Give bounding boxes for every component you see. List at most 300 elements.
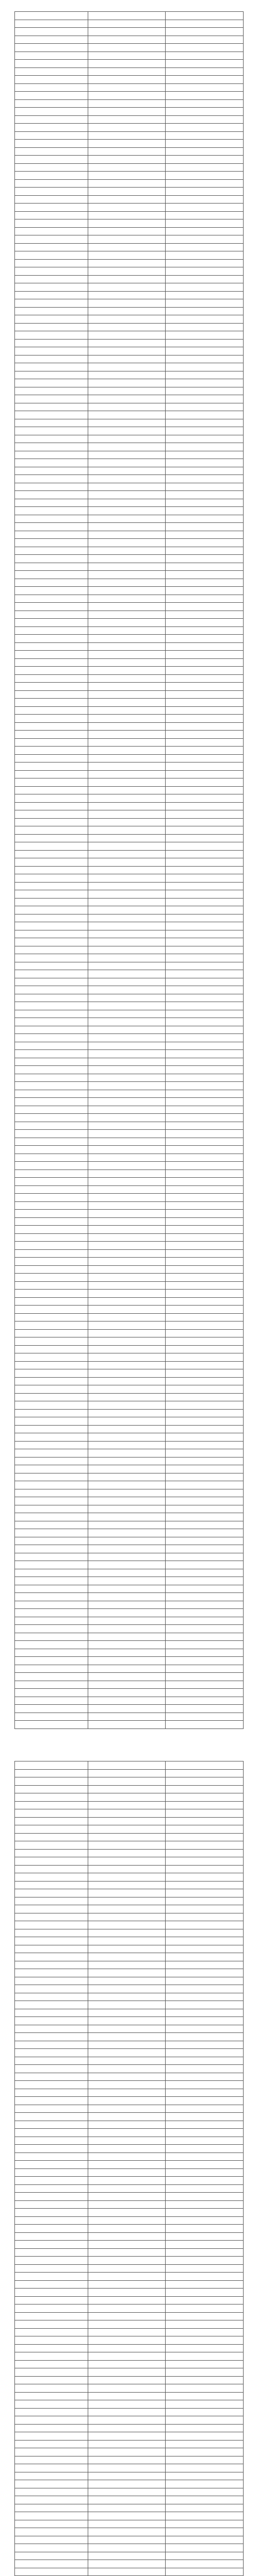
table-cell bbox=[88, 651, 166, 659]
table-cell bbox=[15, 2328, 88, 2336]
table-row bbox=[15, 1793, 244, 1802]
table-cell bbox=[166, 2344, 244, 2352]
table-cell bbox=[88, 1210, 166, 1218]
table-row bbox=[15, 1281, 244, 1290]
table-cell bbox=[15, 1138, 88, 1146]
table-cell bbox=[15, 1513, 88, 1521]
table-cell bbox=[166, 2089, 244, 2097]
table-cell bbox=[88, 1521, 166, 1529]
table-cell bbox=[166, 227, 244, 235]
table-cell bbox=[88, 52, 166, 60]
table-cell bbox=[15, 555, 88, 563]
table-cell bbox=[88, 882, 166, 890]
table-cell bbox=[166, 1313, 244, 1321]
table-row bbox=[15, 898, 244, 906]
table-cell bbox=[88, 2512, 166, 2520]
table-cell bbox=[166, 2168, 244, 2177]
table-cell bbox=[88, 1769, 166, 1777]
table-cell bbox=[166, 2400, 244, 2409]
table-cell bbox=[166, 243, 244, 251]
table-cell bbox=[166, 2432, 244, 2441]
table-row bbox=[15, 1769, 244, 1777]
table-row bbox=[15, 1074, 244, 1082]
table-cell bbox=[166, 259, 244, 267]
table-cell bbox=[166, 2145, 244, 2153]
table-cell bbox=[166, 1074, 244, 1082]
table-cell bbox=[88, 2520, 166, 2528]
table-row bbox=[15, 826, 244, 835]
table-cell bbox=[88, 1489, 166, 1497]
table-cell bbox=[166, 1401, 244, 1410]
table-cell bbox=[15, 826, 88, 835]
table-cell bbox=[88, 1705, 166, 1713]
table-row bbox=[15, 2232, 244, 2241]
table-cell bbox=[15, 2289, 88, 2297]
table-cell bbox=[88, 531, 166, 539]
table-cell bbox=[166, 1106, 244, 1114]
table-row bbox=[15, 1345, 244, 1353]
table-cell bbox=[15, 2193, 88, 2201]
table-cell bbox=[15, 2496, 88, 2504]
table-cell bbox=[15, 810, 88, 819]
table-row bbox=[15, 2009, 244, 2017]
table-cell bbox=[15, 1385, 88, 1394]
table-row bbox=[15, 731, 244, 739]
table-cell bbox=[88, 2536, 166, 2544]
table-cell bbox=[88, 115, 166, 124]
table-cell bbox=[166, 1945, 244, 1953]
table-cell bbox=[88, 1529, 166, 1537]
table-cell bbox=[88, 467, 166, 475]
table-cell bbox=[15, 778, 88, 787]
table-cell bbox=[15, 1977, 88, 1985]
table-cell bbox=[88, 1114, 166, 1122]
table-cell bbox=[15, 459, 88, 467]
table-cell bbox=[88, 147, 166, 156]
table-row bbox=[15, 355, 244, 363]
table-row bbox=[15, 227, 244, 235]
table-cell bbox=[15, 195, 88, 204]
table-cell bbox=[15, 658, 88, 667]
table-row bbox=[15, 140, 244, 148]
table-row bbox=[15, 2536, 244, 2544]
table-cell bbox=[88, 140, 166, 148]
table-cell bbox=[166, 2368, 244, 2377]
table-cell bbox=[166, 83, 244, 92]
table-cell bbox=[88, 283, 166, 292]
table-cell bbox=[88, 1122, 166, 1130]
table-cell bbox=[15, 2376, 88, 2384]
table-cell bbox=[15, 395, 88, 403]
table-row bbox=[15, 2560, 244, 2568]
table-cell bbox=[15, 2344, 88, 2352]
table-cell bbox=[15, 1002, 88, 1010]
table-cell bbox=[15, 1050, 88, 1058]
table-cell bbox=[15, 2121, 88, 2129]
table-cell bbox=[166, 483, 244, 491]
table-row bbox=[15, 906, 244, 914]
table-cell bbox=[88, 1082, 166, 1090]
table-cell bbox=[88, 323, 166, 331]
table-cell bbox=[88, 1561, 166, 1569]
table-cell bbox=[15, 898, 88, 906]
table-cell bbox=[15, 2320, 88, 2329]
table-cell bbox=[166, 2184, 244, 2193]
table-cell bbox=[166, 2137, 244, 2145]
table-cell bbox=[166, 1393, 244, 1401]
table-row bbox=[15, 778, 244, 787]
table-row bbox=[15, 986, 244, 994]
table-row bbox=[15, 2456, 244, 2464]
table-row bbox=[15, 411, 244, 419]
table-cell bbox=[166, 2496, 244, 2504]
table-cell bbox=[88, 179, 166, 188]
table-cell bbox=[15, 2177, 88, 2185]
table-row bbox=[15, 1066, 244, 1074]
table-cell bbox=[88, 83, 166, 92]
table-cell bbox=[15, 20, 88, 28]
table-cell bbox=[15, 970, 88, 978]
table-cell bbox=[15, 227, 88, 235]
table-row bbox=[15, 1849, 244, 1857]
table-cell bbox=[88, 1385, 166, 1394]
table-cell bbox=[88, 683, 166, 691]
table-row bbox=[15, 938, 244, 946]
table-cell bbox=[166, 1130, 244, 1138]
table-cell bbox=[166, 1921, 244, 1929]
table-cell bbox=[88, 2312, 166, 2320]
table-cell bbox=[15, 1457, 88, 1465]
table-cell bbox=[15, 2512, 88, 2520]
table-row bbox=[15, 1697, 244, 1705]
table-cell bbox=[15, 1265, 88, 1274]
table-cell bbox=[15, 1281, 88, 1290]
table-cell bbox=[15, 2424, 88, 2432]
table-cell bbox=[15, 163, 88, 172]
table-cell bbox=[166, 1353, 244, 1362]
table-cell bbox=[88, 1010, 166, 1018]
table-row bbox=[15, 2400, 244, 2409]
table-cell bbox=[166, 2472, 244, 2480]
table-cell bbox=[88, 603, 166, 611]
table-cell bbox=[166, 1297, 244, 1306]
table-row bbox=[15, 395, 244, 403]
table-cell bbox=[166, 579, 244, 587]
table-cell bbox=[88, 690, 166, 699]
table-row bbox=[15, 323, 244, 331]
table-cell bbox=[166, 642, 244, 651]
table-cell bbox=[166, 1249, 244, 1258]
table-cell bbox=[166, 1873, 244, 1882]
table-cell bbox=[88, 914, 166, 922]
table-cell bbox=[88, 331, 166, 340]
table-row bbox=[15, 315, 244, 324]
table-cell bbox=[166, 1010, 244, 1018]
table-body-2 bbox=[15, 1769, 244, 2576]
table-row bbox=[15, 1329, 244, 1337]
table-cell bbox=[15, 1561, 88, 1569]
table-row bbox=[15, 2432, 244, 2441]
table-cell bbox=[88, 1457, 166, 1465]
table-cell bbox=[166, 99, 244, 108]
table-cell bbox=[88, 459, 166, 467]
table-row bbox=[15, 1937, 244, 1945]
table-cell bbox=[88, 1777, 166, 1786]
table-row bbox=[15, 275, 244, 283]
table-cell bbox=[166, 2257, 244, 2265]
table-cell bbox=[88, 172, 166, 180]
table-cell bbox=[166, 1265, 244, 1274]
table-cell bbox=[166, 866, 244, 874]
table-cell bbox=[166, 770, 244, 778]
table-cell bbox=[88, 67, 166, 76]
table-cell bbox=[15, 2416, 88, 2425]
table-cell bbox=[88, 762, 166, 771]
table-cell bbox=[166, 699, 244, 707]
table-cell bbox=[166, 1066, 244, 1074]
table-row bbox=[15, 2504, 244, 2512]
table-cell bbox=[15, 1769, 88, 1777]
table-cell bbox=[88, 2464, 166, 2472]
table-cell bbox=[166, 387, 244, 395]
table-row bbox=[15, 1226, 244, 1234]
table-cell bbox=[15, 403, 88, 411]
table-row bbox=[15, 1785, 244, 1793]
table-row bbox=[15, 1162, 244, 1170]
table-cell bbox=[88, 1849, 166, 1857]
table-cell bbox=[88, 2209, 166, 2217]
table-cell bbox=[166, 2097, 244, 2105]
table-cell bbox=[166, 2129, 244, 2137]
table-cell bbox=[15, 1841, 88, 1850]
table-cell bbox=[88, 1249, 166, 1258]
table-cell bbox=[88, 1425, 166, 1433]
table-cell bbox=[88, 890, 166, 899]
table-row bbox=[15, 2161, 244, 2169]
table-row bbox=[15, 419, 244, 427]
table-cell bbox=[166, 1226, 244, 1234]
column-header bbox=[88, 1761, 166, 1770]
table-row bbox=[15, 2296, 244, 2304]
table-cell bbox=[15, 794, 88, 803]
table-cell bbox=[15, 1066, 88, 1074]
table-cell bbox=[15, 507, 88, 515]
table-row bbox=[15, 291, 244, 299]
table-cell bbox=[15, 315, 88, 324]
table-cell bbox=[15, 331, 88, 340]
table-cell bbox=[88, 1274, 166, 1282]
table-cell bbox=[166, 1417, 244, 1426]
table-cell bbox=[88, 978, 166, 986]
table-row bbox=[15, 954, 244, 962]
table-row bbox=[15, 1473, 244, 1481]
table-cell bbox=[166, 1825, 244, 1834]
table-cell bbox=[88, 1513, 166, 1521]
table-cell bbox=[15, 259, 88, 267]
table-cell bbox=[166, 339, 244, 347]
table-cell bbox=[15, 1377, 88, 1385]
table-row bbox=[15, 172, 244, 180]
table-row bbox=[15, 211, 244, 219]
table-cell bbox=[15, 1961, 88, 1969]
table-row bbox=[15, 163, 244, 172]
table-cell bbox=[166, 2280, 244, 2289]
table-cell bbox=[15, 2432, 88, 2441]
table-cell bbox=[88, 435, 166, 443]
table-cell bbox=[166, 1178, 244, 1186]
table-row bbox=[15, 834, 244, 842]
table-cell bbox=[166, 882, 244, 890]
table-cell bbox=[166, 2320, 244, 2329]
table-cell bbox=[88, 794, 166, 803]
table-row bbox=[15, 1609, 244, 1617]
table-cell bbox=[166, 251, 244, 260]
table-cell bbox=[88, 587, 166, 595]
table-cell bbox=[15, 131, 88, 140]
table-row bbox=[15, 890, 244, 899]
table-row bbox=[15, 76, 244, 84]
table-cell bbox=[166, 890, 244, 899]
table-row bbox=[15, 1993, 244, 2001]
table-row bbox=[15, 259, 244, 267]
table-cell bbox=[88, 2568, 166, 2576]
table-cell bbox=[15, 1417, 88, 1426]
table-cell bbox=[166, 427, 244, 435]
table-cell bbox=[88, 2376, 166, 2384]
table-cell bbox=[166, 20, 244, 28]
table-row bbox=[15, 1306, 244, 1314]
table-cell bbox=[166, 2424, 244, 2432]
table-cell bbox=[88, 834, 166, 842]
table-row bbox=[15, 1953, 244, 1961]
table-cell bbox=[88, 1961, 166, 1969]
table-cell bbox=[15, 36, 88, 44]
table-cell bbox=[166, 507, 244, 515]
table-cell bbox=[15, 1881, 88, 1889]
table-cell bbox=[166, 179, 244, 188]
table-row bbox=[15, 2416, 244, 2425]
table-cell bbox=[15, 1146, 88, 1154]
table-cell bbox=[15, 962, 88, 970]
table-cell bbox=[15, 1306, 88, 1314]
table-cell bbox=[88, 2528, 166, 2536]
table-row bbox=[15, 299, 244, 308]
table-cell bbox=[166, 195, 244, 204]
table-cell bbox=[15, 1529, 88, 1537]
table-cell bbox=[88, 1433, 166, 1442]
table-cell bbox=[15, 1114, 88, 1122]
table-cell bbox=[88, 1098, 166, 1106]
table-cell bbox=[166, 467, 244, 475]
table-cell bbox=[88, 2145, 166, 2153]
table-row bbox=[15, 371, 244, 379]
table-cell bbox=[15, 874, 88, 883]
table-cell bbox=[166, 1817, 244, 1825]
table-cell bbox=[15, 291, 88, 299]
table-cell bbox=[15, 147, 88, 156]
table-cell bbox=[15, 1553, 88, 1561]
table-cell bbox=[15, 1258, 88, 1266]
table-cell bbox=[88, 1353, 166, 1362]
table-row bbox=[15, 1801, 244, 1809]
table-cell bbox=[166, 571, 244, 579]
table-cell bbox=[88, 1329, 166, 1337]
table-cell bbox=[166, 850, 244, 858]
table-cell bbox=[15, 219, 88, 228]
table-cell bbox=[88, 475, 166, 483]
table-cell bbox=[15, 1657, 88, 1665]
table-cell bbox=[88, 2137, 166, 2145]
table-cell bbox=[166, 451, 244, 459]
table-row bbox=[15, 2440, 244, 2448]
table-row bbox=[15, 515, 244, 523]
table-row bbox=[15, 762, 244, 771]
table-cell bbox=[15, 251, 88, 260]
table-cell bbox=[15, 1018, 88, 1026]
table-cell bbox=[88, 1889, 166, 1897]
table-row bbox=[15, 2520, 244, 2528]
column-header bbox=[15, 1761, 88, 1770]
table-cell bbox=[166, 163, 244, 172]
table-cell bbox=[88, 2560, 166, 2568]
table-cell bbox=[15, 2025, 88, 2033]
table-cell bbox=[166, 211, 244, 219]
table-cell bbox=[15, 467, 88, 475]
table-cell bbox=[15, 179, 88, 188]
table-row bbox=[15, 2544, 244, 2552]
table-row bbox=[15, 1929, 244, 1937]
table-row bbox=[15, 2177, 244, 2185]
table-cell bbox=[15, 1617, 88, 1625]
table-cell bbox=[15, 1921, 88, 1929]
table-cell bbox=[166, 2241, 244, 2249]
table-cell bbox=[88, 1377, 166, 1385]
table-cell bbox=[166, 1201, 244, 1210]
table-cell bbox=[88, 1034, 166, 1042]
table-row bbox=[15, 1817, 244, 1825]
table-cell bbox=[88, 802, 166, 810]
table-cell bbox=[15, 1633, 88, 1641]
table-cell bbox=[15, 1297, 88, 1306]
table-row bbox=[15, 1210, 244, 1218]
table-row bbox=[15, 1114, 244, 1122]
table-cell bbox=[15, 1793, 88, 1802]
table-cell bbox=[15, 1313, 88, 1321]
table-cell bbox=[15, 762, 88, 771]
table-cell bbox=[15, 2536, 88, 2544]
table-cell bbox=[166, 1897, 244, 1905]
table-cell bbox=[88, 619, 166, 627]
table-cell bbox=[15, 1713, 88, 1721]
table-row bbox=[15, 307, 244, 315]
table-cell bbox=[88, 922, 166, 930]
table-body-1 bbox=[15, 20, 244, 1728]
table-row bbox=[15, 179, 244, 188]
table-row bbox=[15, 1337, 244, 1346]
table-cell bbox=[15, 1361, 88, 1369]
table-cell bbox=[88, 1657, 166, 1665]
table-cell bbox=[15, 531, 88, 539]
table-cell bbox=[88, 1018, 166, 1026]
table-cell bbox=[15, 2480, 88, 2488]
table-cell bbox=[88, 515, 166, 523]
table-cell bbox=[15, 1098, 88, 1106]
table-cell bbox=[166, 898, 244, 906]
table-row bbox=[15, 1297, 244, 1306]
table-row bbox=[15, 1777, 244, 1786]
table-cell bbox=[15, 2440, 88, 2448]
table-row bbox=[15, 195, 244, 204]
